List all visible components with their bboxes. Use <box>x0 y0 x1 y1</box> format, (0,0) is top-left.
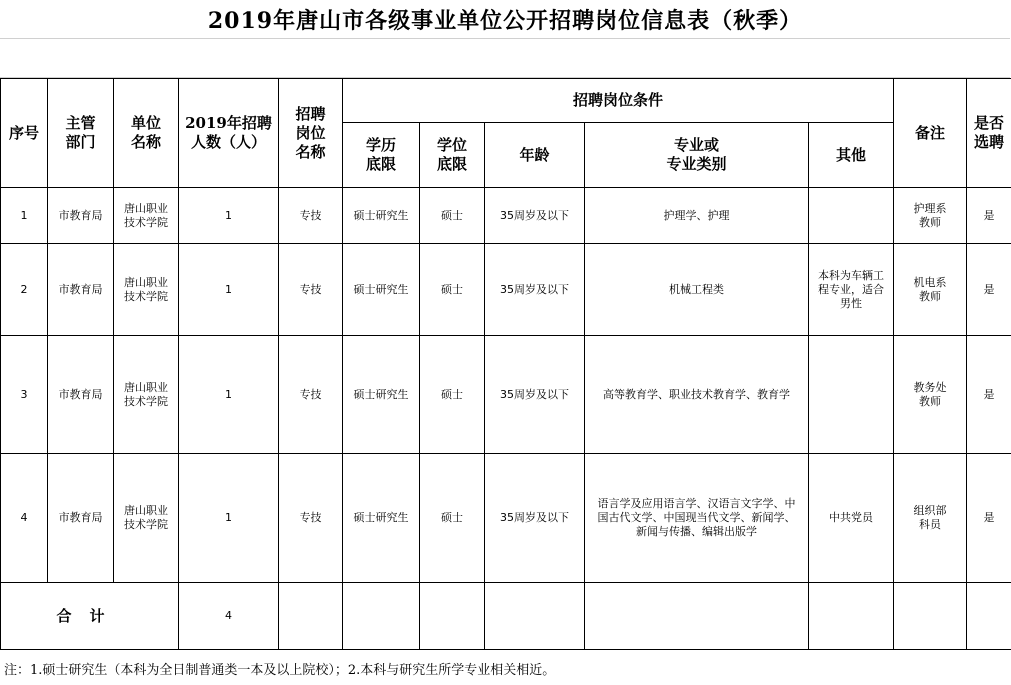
cell-remark: 教务处 教师 <box>894 336 967 454</box>
total-label: 合计 <box>1 583 179 650</box>
cell-major: 护理学、护理 <box>585 188 809 244</box>
header-other: 其他 <box>809 123 894 188</box>
cell-remark: 机电系 教师 <box>894 244 967 336</box>
table-row <box>1 188 1011 244</box>
empty-cell <box>967 583 1011 650</box>
header-row-1 <box>1 79 1011 123</box>
blank-row <box>0 39 1010 78</box>
page-title: 2019年唐山市各级事业单位公开招聘岗位信息表（秋季） <box>207 7 803 34</box>
cell-selective: 是 <box>967 336 1011 454</box>
empty-cell <box>343 583 420 650</box>
cell-selective: 是 <box>967 244 1011 336</box>
cell-age: 35周岁及以下 <box>485 454 585 583</box>
cell-dept: 市教育局 <box>48 454 114 583</box>
cell-degree: 硕士 <box>420 188 485 244</box>
cell-degree: 硕士 <box>420 244 485 336</box>
total-count: 4 <box>179 583 279 650</box>
empty-cell <box>894 583 967 650</box>
cell-major: 机械工程类 <box>585 244 809 336</box>
cell-position: 专技 <box>279 336 343 454</box>
header-degree: 学位 底限 <box>420 123 485 188</box>
header-major: 专业或 专业类别 <box>585 123 809 188</box>
empty-cell <box>279 583 343 650</box>
cell-dept: 市教育局 <box>48 188 114 244</box>
cell-age: 35周岁及以下 <box>485 336 585 454</box>
cell-dept: 市教育局 <box>48 336 114 454</box>
empty-cell <box>809 583 894 650</box>
header-conditions: 招聘岗位条件 <box>343 79 894 123</box>
cell-education: 硕士研究生 <box>343 244 420 336</box>
empty-cell <box>585 583 809 650</box>
cell-degree: 硕士 <box>420 454 485 583</box>
cell-education: 硕士研究生 <box>343 188 420 244</box>
header-count: 2019年招聘 人数（人） <box>179 79 279 188</box>
cell-major: 高等教育学、职业技术教育学、教育学 <box>585 336 809 454</box>
header-education: 学历 底限 <box>343 123 420 188</box>
header-seq: 序号 <box>1 79 48 188</box>
cell-other: 本科为车辆工 程专业，适合 男性 <box>809 244 894 336</box>
cell-seq: 1 <box>1 188 48 244</box>
cell-education: 硕士研究生 <box>343 336 420 454</box>
title-row <box>0 0 1010 39</box>
cell-dept: 市教育局 <box>48 244 114 336</box>
cell-degree: 硕士 <box>420 336 485 454</box>
cell-other <box>809 188 894 244</box>
header-age: 年龄 <box>485 123 585 188</box>
table-row <box>1 336 1011 454</box>
cell-major: 语言学及应用语言学、汉语言文字学、中 国古代文学、中国现当代文学、新闻学、 新闻与传播、编辑出版学 <box>585 454 809 583</box>
cell-unit: 唐山职业 技术学院 <box>114 454 179 583</box>
cell-other: 中共党员 <box>809 454 894 583</box>
footnote: 注：1.硕士研究生（本科为全日制普通类一本及以上院校）；2.本科与研究生所学专业相关相近。 <box>4 663 556 678</box>
cell-remark: 组织部 科员 <box>894 454 967 583</box>
cell-selective: 是 <box>967 454 1011 583</box>
cell-seq: 2 <box>1 244 48 336</box>
cell-count: 1 <box>179 336 279 454</box>
cell-other <box>809 336 894 454</box>
total-row <box>1 583 1011 650</box>
header-position: 招聘 岗位 名称 <box>279 79 343 188</box>
cell-unit: 唐山职业 技术学院 <box>114 188 179 244</box>
cell-position: 专技 <box>279 188 343 244</box>
cell-unit: 唐山职业 技术学院 <box>114 336 179 454</box>
empty-cell <box>420 583 485 650</box>
cell-count: 1 <box>179 454 279 583</box>
cell-count: 1 <box>179 244 279 336</box>
table-row <box>1 454 1011 583</box>
header-dept: 主管 部门 <box>48 79 114 188</box>
cell-selective: 是 <box>967 188 1011 244</box>
cell-age: 35周岁及以下 <box>485 188 585 244</box>
cell-seq: 4 <box>1 454 48 583</box>
cell-position: 专技 <box>279 454 343 583</box>
header-unit: 单位 名称 <box>114 79 179 188</box>
cell-remark: 护理系 教师 <box>894 188 967 244</box>
recruitment-table <box>0 78 1011 650</box>
cell-unit: 唐山职业 技术学院 <box>114 244 179 336</box>
cell-position: 专技 <box>279 244 343 336</box>
cell-count: 1 <box>179 188 279 244</box>
empty-cell <box>485 583 585 650</box>
cell-seq: 3 <box>1 336 48 454</box>
cell-age: 35周岁及以下 <box>485 244 585 336</box>
header-selective: 是否 选聘 <box>967 79 1011 188</box>
header-remark: 备注 <box>894 79 967 188</box>
table-row <box>1 244 1011 336</box>
cell-education: 硕士研究生 <box>343 454 420 583</box>
